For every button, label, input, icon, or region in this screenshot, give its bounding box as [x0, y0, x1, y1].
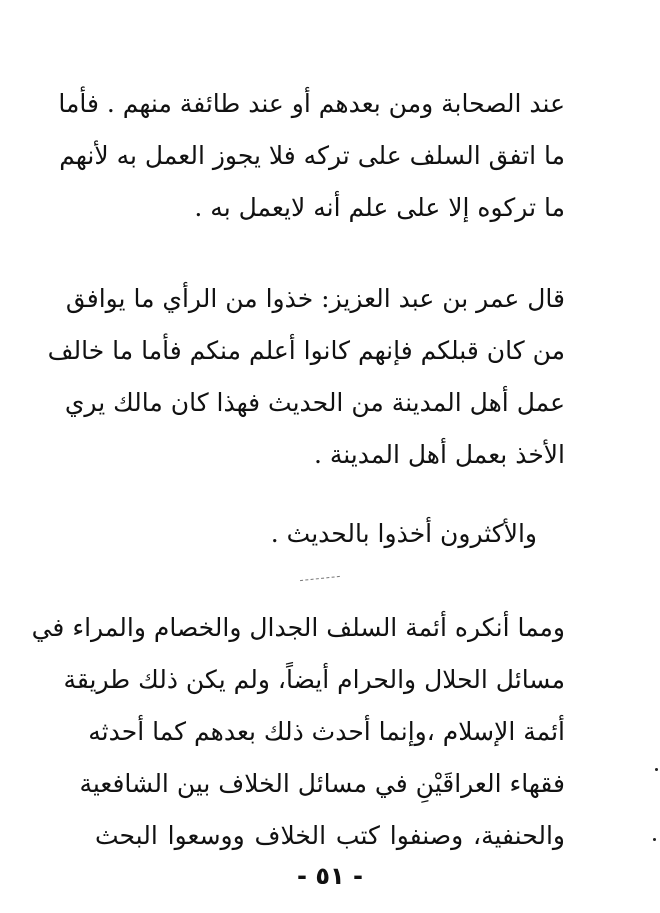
text-line: ما تركوه إلا على علم أنه لايعمل به .	[194, 193, 565, 222]
text-line: والحنفية، وصنفوا كتب الخلاف ووسعوا البحث	[95, 821, 565, 850]
text-line: فقهاء العراقَيْنِ في مسائل الخلاف بين الشافعية	[79, 769, 565, 798]
text-line: ما اتفق السلف على تركه فلا يجوز العمل به لأنهم	[59, 141, 565, 170]
scan-speck	[653, 838, 656, 841]
text-line: أئمة الإسلام ،وإنما أحدث ذلك بعدهم كما أحدثه	[88, 717, 565, 746]
paragraph-3	[95, 508, 565, 560]
text-line: عند الصحابة ومن بعدهم أو عند طائفة منهم . فأما	[58, 89, 565, 118]
paragraph-2	[47, 273, 565, 481]
section-divider	[300, 576, 340, 582]
text-line: عمل أهل المدينة من الحديث فهذا كان مالك يري	[64, 388, 565, 417]
text-line: مسائل الحلال والحرام أيضاً، ولم يكن ذلك طريقة	[63, 665, 565, 694]
text-line: من كان قبلكم فإنهم كانوا أعلم منكم فأما ما خالف	[47, 336, 565, 365]
paragraph-1	[58, 78, 565, 234]
scan-speck	[655, 768, 658, 771]
paragraph-4	[31, 602, 565, 862]
text-line: ومما أنكره أئمة السلف الجدال والخصام والمراء في	[31, 613, 565, 642]
text-line: الأخذ بعمل أهل المدينة .	[313, 440, 565, 469]
page-number: - ٥١ -	[297, 862, 363, 890]
text-line: قال عمر بن عبد العزيز: خذوا من الرأي ما يوافق	[65, 284, 565, 313]
text-line: والأكثرون أخذوا بالحديث .	[270, 519, 537, 548]
